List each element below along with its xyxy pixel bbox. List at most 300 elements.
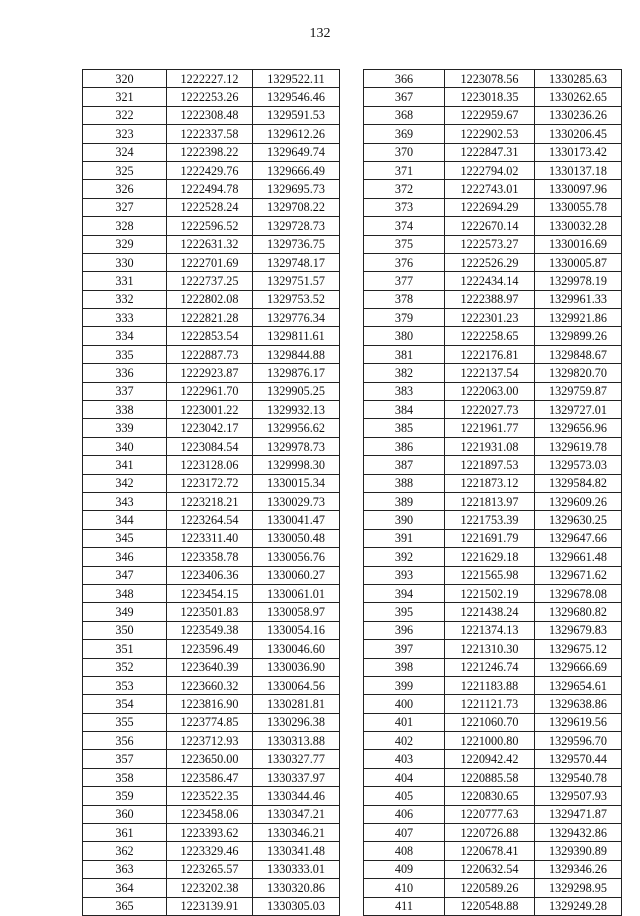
point-number-cell: 362 [83, 842, 167, 860]
x-coordinate-cell: 1223406.36 [167, 566, 253, 584]
point-number-cell: 383 [364, 382, 445, 400]
table-row [364, 419, 622, 437]
point-number-cell: 389 [364, 492, 445, 510]
point-number-cell: 375 [364, 235, 445, 253]
table-row [83, 401, 340, 419]
y-coordinate-cell: 1329811.61 [253, 327, 340, 345]
y-coordinate-cell: 1330236.26 [535, 106, 622, 124]
x-coordinate-cell: 1222670.14 [445, 217, 535, 235]
x-coordinate-cell: 1221931.08 [445, 437, 535, 455]
point-number-cell: 338 [83, 401, 167, 419]
x-coordinate-cell: 1221753.39 [445, 511, 535, 529]
point-number-cell: 321 [83, 88, 167, 106]
x-coordinate-cell: 1221502.19 [445, 584, 535, 602]
point-number-cell: 358 [83, 768, 167, 786]
y-coordinate-cell: 1329905.25 [253, 382, 340, 400]
y-coordinate-cell: 1329680.82 [535, 603, 622, 621]
point-number-cell: 345 [83, 529, 167, 547]
point-number-cell: 406 [364, 805, 445, 823]
table-row [364, 805, 622, 823]
point-number-cell: 359 [83, 787, 167, 805]
table-row [83, 658, 340, 676]
y-coordinate-cell: 1329998.30 [253, 456, 340, 474]
x-coordinate-cell: 1222137.54 [445, 364, 535, 382]
point-number-cell: 403 [364, 750, 445, 768]
x-coordinate-cell: 1222494.78 [167, 180, 253, 198]
x-coordinate-cell: 1222398.22 [167, 143, 253, 161]
table-row [83, 217, 340, 235]
y-coordinate-cell: 1329649.74 [253, 143, 340, 161]
x-coordinate-cell: 1222853.54 [167, 327, 253, 345]
y-coordinate-cell: 1330029.73 [253, 492, 340, 510]
table-row [83, 548, 340, 566]
coordinate-table-left [82, 69, 340, 916]
y-coordinate-cell: 1329820.70 [535, 364, 622, 382]
point-number-cell: 346 [83, 548, 167, 566]
x-coordinate-cell: 1222308.48 [167, 106, 253, 124]
table-row [364, 235, 622, 253]
y-coordinate-cell: 1329666.69 [535, 658, 622, 676]
x-coordinate-cell: 1221629.18 [445, 548, 535, 566]
y-coordinate-cell: 1330173.42 [535, 143, 622, 161]
y-coordinate-cell: 1329573.03 [535, 456, 622, 474]
point-number-cell: 410 [364, 879, 445, 897]
y-coordinate-cell: 1329751.57 [253, 272, 340, 290]
table-row [364, 217, 622, 235]
x-coordinate-cell: 1221183.88 [445, 676, 535, 694]
y-coordinate-cell: 1330347.21 [253, 805, 340, 823]
table-row [83, 143, 340, 161]
x-coordinate-cell: 1221813.97 [445, 492, 535, 510]
point-number-cell: 368 [364, 106, 445, 124]
point-number-cell: 328 [83, 217, 167, 235]
table-row [364, 621, 622, 639]
point-number-cell: 361 [83, 824, 167, 842]
x-coordinate-cell: 1222694.29 [445, 198, 535, 216]
table-row [83, 621, 340, 639]
x-coordinate-cell: 1222701.69 [167, 253, 253, 271]
table-row [364, 345, 622, 363]
point-number-cell: 405 [364, 787, 445, 805]
point-number-cell: 332 [83, 290, 167, 308]
x-coordinate-cell: 1222821.28 [167, 309, 253, 327]
x-coordinate-cell: 1222063.00 [445, 382, 535, 400]
table-row [364, 695, 622, 713]
y-coordinate-cell: 1329471.87 [535, 805, 622, 823]
y-coordinate-cell: 1330064.56 [253, 676, 340, 694]
table-row [83, 787, 340, 805]
table-row [83, 713, 340, 731]
point-number-cell: 374 [364, 217, 445, 235]
y-coordinate-cell: 1330097.96 [535, 180, 622, 198]
y-coordinate-cell: 1329899.26 [535, 327, 622, 345]
x-coordinate-cell: 1220589.26 [445, 879, 535, 897]
y-coordinate-cell: 1330285.63 [535, 70, 622, 88]
x-coordinate-cell: 1223218.21 [167, 492, 253, 510]
table-row [83, 750, 340, 768]
y-coordinate-cell: 1330050.48 [253, 529, 340, 547]
y-coordinate-cell: 1329956.62 [253, 419, 340, 437]
x-coordinate-cell: 1222923.87 [167, 364, 253, 382]
y-coordinate-cell: 1329876.17 [253, 364, 340, 382]
point-number-cell: 364 [83, 879, 167, 897]
y-coordinate-cell: 1330281.81 [253, 695, 340, 713]
table-row [364, 713, 622, 731]
table-row [364, 70, 622, 88]
y-coordinate-cell: 1330060.27 [253, 566, 340, 584]
point-number-cell: 373 [364, 198, 445, 216]
point-number-cell: 390 [364, 511, 445, 529]
x-coordinate-cell: 1221691.79 [445, 529, 535, 547]
point-number-cell: 323 [83, 125, 167, 143]
table-row [83, 272, 340, 290]
y-coordinate-cell: 1329619.56 [535, 713, 622, 731]
table-row [83, 125, 340, 143]
x-coordinate-cell: 1222596.52 [167, 217, 253, 235]
y-coordinate-cell: 1330137.18 [535, 161, 622, 179]
y-coordinate-cell: 1330055.78 [535, 198, 622, 216]
table-row [364, 474, 622, 492]
point-number-cell: 357 [83, 750, 167, 768]
table-row [364, 584, 622, 602]
y-coordinate-cell: 1329584.82 [535, 474, 622, 492]
y-coordinate-cell: 1329932.13 [253, 401, 340, 419]
y-coordinate-cell: 1329736.75 [253, 235, 340, 253]
x-coordinate-cell: 1223549.38 [167, 621, 253, 639]
x-coordinate-cell: 1223172.72 [167, 474, 253, 492]
y-coordinate-cell: 1330016.69 [535, 235, 622, 253]
point-number-cell: 399 [364, 676, 445, 694]
point-number-cell: 384 [364, 401, 445, 419]
point-number-cell: 395 [364, 603, 445, 621]
point-number-cell: 351 [83, 640, 167, 658]
x-coordinate-cell: 1223522.35 [167, 787, 253, 805]
y-coordinate-cell: 1329666.49 [253, 161, 340, 179]
table-row [83, 382, 340, 400]
table-row [83, 474, 340, 492]
x-coordinate-cell: 1222388.97 [445, 290, 535, 308]
table-row [364, 253, 622, 271]
x-coordinate-cell: 1223712.93 [167, 732, 253, 750]
point-number-cell: 329 [83, 235, 167, 253]
table-row [83, 511, 340, 529]
table-row [83, 180, 340, 198]
point-number-cell: 333 [83, 309, 167, 327]
point-number-cell: 391 [364, 529, 445, 547]
table-row [83, 603, 340, 621]
y-coordinate-cell: 1329390.89 [535, 842, 622, 860]
table-row [83, 879, 340, 897]
table-row [83, 419, 340, 437]
point-number-cell: 408 [364, 842, 445, 860]
x-coordinate-cell: 1220678.41 [445, 842, 535, 860]
point-number-cell: 350 [83, 621, 167, 639]
table-row [83, 768, 340, 786]
table-row [364, 161, 622, 179]
x-coordinate-cell: 1221873.12 [445, 474, 535, 492]
x-coordinate-cell: 1223311.40 [167, 529, 253, 547]
table-row [364, 492, 622, 510]
y-coordinate-cell: 1330333.01 [253, 860, 340, 878]
point-number-cell: 377 [364, 272, 445, 290]
x-coordinate-cell: 1223596.49 [167, 640, 253, 658]
y-coordinate-cell: 1330056.76 [253, 548, 340, 566]
point-number-cell: 365 [83, 897, 167, 915]
y-coordinate-cell: 1329727.01 [535, 401, 622, 419]
y-coordinate-cell: 1330296.38 [253, 713, 340, 731]
y-coordinate-cell: 1329728.73 [253, 217, 340, 235]
x-coordinate-cell: 1221121.73 [445, 695, 535, 713]
y-coordinate-cell: 1329507.93 [535, 787, 622, 805]
point-number-cell: 381 [364, 345, 445, 363]
table-row [364, 676, 622, 694]
table-row [364, 750, 622, 768]
y-coordinate-cell: 1330046.60 [253, 640, 340, 658]
point-number-cell: 379 [364, 309, 445, 327]
y-coordinate-cell: 1330032.28 [535, 217, 622, 235]
point-number-cell: 385 [364, 419, 445, 437]
y-coordinate-cell: 1330054.16 [253, 621, 340, 639]
x-coordinate-cell: 1222794.02 [445, 161, 535, 179]
x-coordinate-cell: 1223084.54 [167, 437, 253, 455]
table-row [364, 309, 622, 327]
y-coordinate-cell: 1329591.53 [253, 106, 340, 124]
y-coordinate-cell: 1329638.86 [535, 695, 622, 713]
table-row [364, 548, 622, 566]
x-coordinate-cell: 1222301.23 [445, 309, 535, 327]
x-coordinate-cell: 1223640.39 [167, 658, 253, 676]
x-coordinate-cell: 1222434.14 [445, 272, 535, 290]
table-row [83, 290, 340, 308]
x-coordinate-cell: 1223774.85 [167, 713, 253, 731]
point-number-cell: 320 [83, 70, 167, 88]
point-number-cell: 386 [364, 437, 445, 455]
y-coordinate-cell: 1329678.08 [535, 584, 622, 602]
y-coordinate-cell: 1329921.86 [535, 309, 622, 327]
y-coordinate-cell: 1329570.44 [535, 750, 622, 768]
x-coordinate-cell: 1220632.54 [445, 860, 535, 878]
y-coordinate-cell: 1330327.77 [253, 750, 340, 768]
point-number-cell: 378 [364, 290, 445, 308]
table-row [364, 640, 622, 658]
y-coordinate-cell: 1329647.66 [535, 529, 622, 547]
table-row [364, 88, 622, 106]
point-number-cell: 400 [364, 695, 445, 713]
point-number-cell: 394 [364, 584, 445, 602]
table-row [83, 860, 340, 878]
table-row [364, 327, 622, 345]
table-row [364, 382, 622, 400]
point-number-cell: 343 [83, 492, 167, 510]
point-number-cell: 342 [83, 474, 167, 492]
point-number-cell: 398 [364, 658, 445, 676]
page-number: 132 [309, 26, 331, 41]
point-number-cell: 353 [83, 676, 167, 694]
table-row [364, 897, 622, 915]
point-number-cell: 366 [364, 70, 445, 88]
x-coordinate-cell: 1223018.35 [445, 88, 535, 106]
y-coordinate-cell: 1330061.01 [253, 584, 340, 602]
y-coordinate-cell: 1330344.46 [253, 787, 340, 805]
y-coordinate-cell: 1330041.47 [253, 511, 340, 529]
y-coordinate-cell: 1329776.34 [253, 309, 340, 327]
y-coordinate-cell: 1330337.97 [253, 768, 340, 786]
y-coordinate-cell: 1329759.87 [535, 382, 622, 400]
table-row [83, 309, 340, 327]
table-row [364, 180, 622, 198]
y-coordinate-cell: 1330313.88 [253, 732, 340, 750]
x-coordinate-cell: 1221961.77 [445, 419, 535, 437]
y-coordinate-cell: 1329748.17 [253, 253, 340, 271]
table-row [83, 70, 340, 88]
x-coordinate-cell: 1223393.62 [167, 824, 253, 842]
y-coordinate-cell: 1329978.73 [253, 437, 340, 455]
table-row [364, 125, 622, 143]
y-coordinate-cell: 1329679.83 [535, 621, 622, 639]
point-number-cell: 396 [364, 621, 445, 639]
point-number-cell: 360 [83, 805, 167, 823]
point-number-cell: 347 [83, 566, 167, 584]
point-number-cell: 348 [83, 584, 167, 602]
y-coordinate-cell: 1330206.45 [535, 125, 622, 143]
x-coordinate-cell: 1221897.53 [445, 456, 535, 474]
y-coordinate-cell: 1329654.61 [535, 676, 622, 694]
x-coordinate-cell: 1222027.73 [445, 401, 535, 419]
y-coordinate-cell: 1329978.19 [535, 272, 622, 290]
x-coordinate-cell: 1222258.65 [445, 327, 535, 345]
x-coordinate-cell: 1223458.06 [167, 805, 253, 823]
point-number-cell: 352 [83, 658, 167, 676]
table-row [364, 787, 622, 805]
x-coordinate-cell: 1222573.27 [445, 235, 535, 253]
table-row [83, 640, 340, 658]
x-coordinate-cell: 1222337.58 [167, 125, 253, 143]
table-row [83, 345, 340, 363]
table-row [364, 143, 622, 161]
point-number-cell: 393 [364, 566, 445, 584]
point-number-cell: 354 [83, 695, 167, 713]
x-coordinate-cell: 1223264.54 [167, 511, 253, 529]
y-coordinate-cell: 1329671.62 [535, 566, 622, 584]
point-number-cell: 325 [83, 161, 167, 179]
y-coordinate-cell: 1329656.96 [535, 419, 622, 437]
y-coordinate-cell: 1330015.34 [253, 474, 340, 492]
x-coordinate-cell: 1220830.65 [445, 787, 535, 805]
point-number-cell: 404 [364, 768, 445, 786]
x-coordinate-cell: 1223265.57 [167, 860, 253, 878]
table-row [83, 695, 340, 713]
x-coordinate-cell: 1223042.17 [167, 419, 253, 437]
x-coordinate-cell: 1223358.78 [167, 548, 253, 566]
point-number-cell: 376 [364, 253, 445, 271]
point-number-cell: 337 [83, 382, 167, 400]
table-row [83, 676, 340, 694]
table-row [364, 860, 622, 878]
point-number-cell: 409 [364, 860, 445, 878]
x-coordinate-cell: 1222959.67 [445, 106, 535, 124]
table-row [83, 235, 340, 253]
point-number-cell: 330 [83, 253, 167, 271]
y-coordinate-cell: 1329249.28 [535, 897, 622, 915]
table-row [364, 401, 622, 419]
x-coordinate-cell: 1222847.31 [445, 143, 535, 161]
y-coordinate-cell: 1330305.03 [253, 897, 340, 915]
y-coordinate-cell: 1329961.33 [535, 290, 622, 308]
table-row [83, 897, 340, 915]
x-coordinate-cell: 1223139.91 [167, 897, 253, 915]
table-row [83, 198, 340, 216]
y-coordinate-cell: 1329432.86 [535, 824, 622, 842]
x-coordinate-cell: 1223650.00 [167, 750, 253, 768]
table-row [83, 529, 340, 547]
point-number-cell: 402 [364, 732, 445, 750]
point-number-cell: 356 [83, 732, 167, 750]
y-coordinate-cell: 1329609.26 [535, 492, 622, 510]
coordinate-table-right [363, 69, 622, 916]
table-row [364, 603, 622, 621]
y-coordinate-cell: 1330341.48 [253, 842, 340, 860]
x-coordinate-cell: 1223454.15 [167, 584, 253, 602]
x-coordinate-cell: 1222802.08 [167, 290, 253, 308]
x-coordinate-cell: 1222631.32 [167, 235, 253, 253]
x-coordinate-cell: 1220885.58 [445, 768, 535, 786]
x-coordinate-cell: 1221246.74 [445, 658, 535, 676]
y-coordinate-cell: 1329708.22 [253, 198, 340, 216]
table-row [83, 805, 340, 823]
table-row [83, 327, 340, 345]
x-coordinate-cell: 1220548.88 [445, 897, 535, 915]
x-coordinate-cell: 1222902.53 [445, 125, 535, 143]
x-coordinate-cell: 1222227.12 [167, 70, 253, 88]
x-coordinate-cell: 1222961.70 [167, 382, 253, 400]
table-row [83, 824, 340, 842]
point-number-cell: 344 [83, 511, 167, 529]
y-coordinate-cell: 1330262.65 [535, 88, 622, 106]
table-row [364, 106, 622, 124]
x-coordinate-cell: 1223501.83 [167, 603, 253, 621]
table-row [83, 584, 340, 602]
y-coordinate-cell: 1329630.25 [535, 511, 622, 529]
y-coordinate-cell: 1329612.26 [253, 125, 340, 143]
table-row [364, 824, 622, 842]
y-coordinate-cell: 1329619.78 [535, 437, 622, 455]
table-row [83, 566, 340, 584]
point-number-cell: 340 [83, 437, 167, 455]
table-row [83, 732, 340, 750]
y-coordinate-cell: 1329346.26 [535, 860, 622, 878]
y-coordinate-cell: 1329844.88 [253, 345, 340, 363]
y-coordinate-cell: 1330346.21 [253, 824, 340, 842]
point-number-cell: 331 [83, 272, 167, 290]
point-number-cell: 363 [83, 860, 167, 878]
point-number-cell: 326 [83, 180, 167, 198]
y-coordinate-cell: 1330005.87 [535, 253, 622, 271]
x-coordinate-cell: 1222176.81 [445, 345, 535, 363]
y-coordinate-cell: 1330036.90 [253, 658, 340, 676]
point-number-cell: 407 [364, 824, 445, 842]
point-number-cell: 387 [364, 456, 445, 474]
x-coordinate-cell: 1221374.13 [445, 621, 535, 639]
table-row [364, 529, 622, 547]
x-coordinate-cell: 1221438.24 [445, 603, 535, 621]
y-coordinate-cell: 1329848.67 [535, 345, 622, 363]
table-row [364, 879, 622, 897]
y-coordinate-cell: 1329675.12 [535, 640, 622, 658]
table-row [83, 364, 340, 382]
table-row [83, 437, 340, 455]
point-number-cell: 411 [364, 897, 445, 915]
table-row [364, 456, 622, 474]
